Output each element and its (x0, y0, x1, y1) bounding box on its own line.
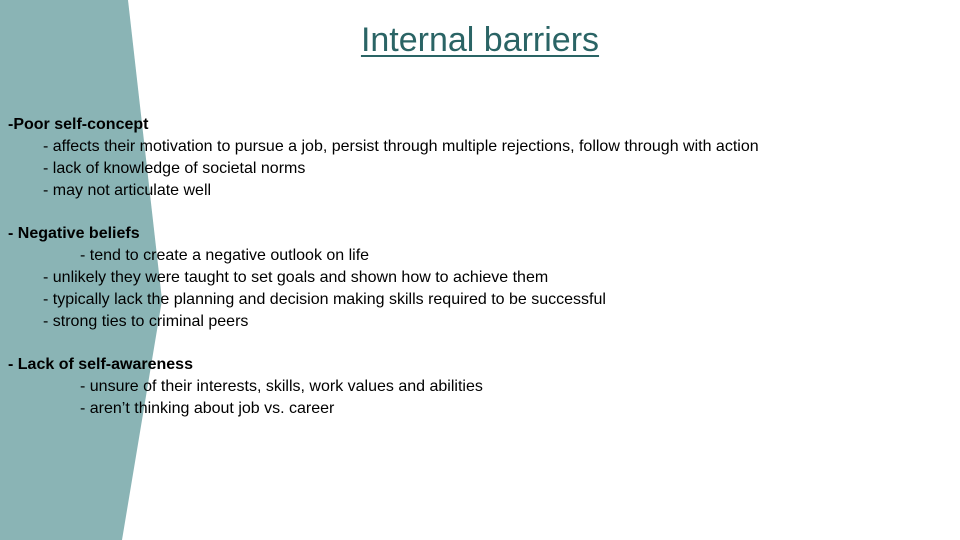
bullet-item: - may not articulate well (43, 182, 212, 199)
bullet-item: - aren’t thinking about job vs. career (80, 400, 335, 417)
section-spacer (8, 202, 948, 223)
bullet-item: - unsure of their interests, skills, work values and abilities (80, 378, 483, 395)
bullet-item: - affects their motivation to pursue a job, persist through multiple rejections, follow through with action (43, 138, 759, 155)
section-heading: -Poor self-concept (8, 116, 149, 133)
section-lack-of-self-awareness (8, 354, 948, 420)
bullet-item: - strong ties to criminal peers (43, 313, 249, 330)
slide-title: Internal barriers (360, 21, 600, 59)
section-heading: - Lack of self-awareness (8, 356, 193, 373)
bullet-item: - lack of knowledge of societal norms (43, 160, 306, 177)
section-spacer (8, 333, 948, 354)
section-poor-self-concept (8, 114, 948, 202)
section-negative-beliefs (8, 223, 948, 333)
bullet-item: - tend to create a negative outlook on life (80, 247, 370, 264)
slide-body (8, 114, 948, 420)
section-heading: - Negative beliefs (8, 225, 140, 242)
bullet-item: - typically lack the planning and decision making skills required to be successful (43, 291, 606, 308)
bullet-item: - unlikely they were taught to set goals and shown how to achieve them (43, 269, 549, 286)
